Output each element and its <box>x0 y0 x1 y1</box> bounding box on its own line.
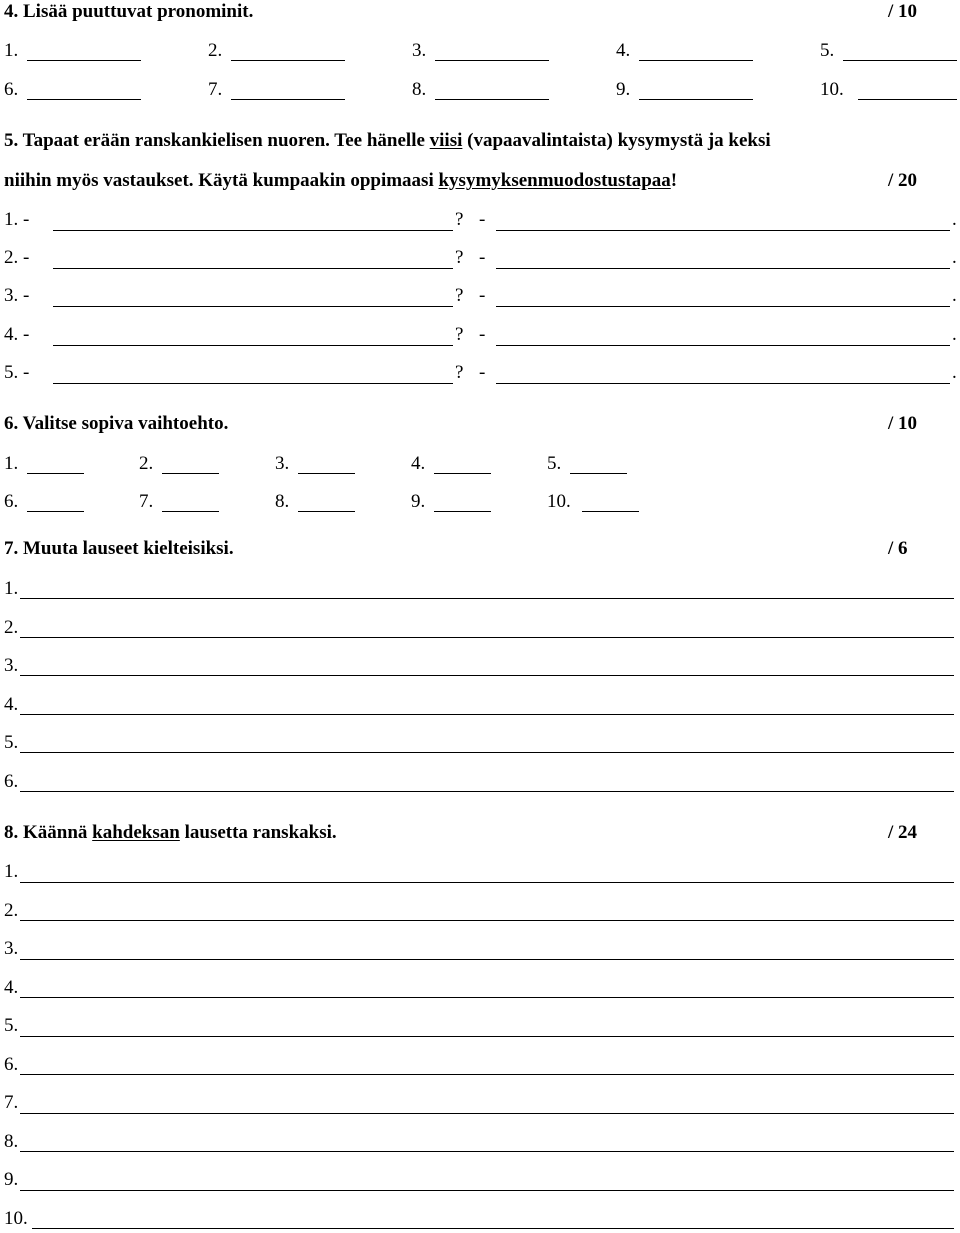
answer-line[interactable] <box>435 60 549 61</box>
answer-line[interactable] <box>858 99 957 100</box>
answer-line[interactable] <box>639 99 753 100</box>
answer-line[interactable] <box>20 1113 954 1114</box>
answer-line[interactable] <box>582 511 639 512</box>
question-mark: ? <box>455 247 464 268</box>
blank-label: 9. <box>616 79 631 100</box>
section-5-instruction-line-2 <box>4 171 677 190</box>
item-number: 3. <box>4 938 19 959</box>
question-mark: ? <box>455 285 464 306</box>
answer-line[interactable] <box>27 99 141 100</box>
blank-label: 2. <box>208 40 223 61</box>
item-number: 9. <box>4 1169 19 1190</box>
blank-label: 3. <box>412 40 427 61</box>
period: . <box>952 209 957 230</box>
blank-label: 10. <box>820 79 844 100</box>
question-line[interactable] <box>53 230 453 231</box>
blank-label: 2. <box>139 453 154 474</box>
heading-text: lausetta ranskaksi. <box>179 822 337 843</box>
answer-line[interactable] <box>20 752 954 753</box>
answer-line[interactable] <box>20 997 954 998</box>
blank-label: 9. <box>411 491 426 512</box>
answer-line[interactable] <box>27 511 84 512</box>
section-4-heading: 4. Lisää puuttuvat pronominit. <box>4 1 254 22</box>
item-number: 1. <box>4 861 19 882</box>
question-line[interactable] <box>53 345 453 346</box>
period: . <box>952 324 957 345</box>
answer-line[interactable] <box>20 1074 954 1075</box>
question-mark: ? <box>455 324 464 345</box>
answer-line[interactable] <box>496 383 950 384</box>
blank-label: 10. <box>547 491 571 512</box>
item-number: 8. <box>4 1131 19 1152</box>
item-number: 6. <box>4 771 19 792</box>
instruction-text: niihin myös vastaukset. Käytä kumpaakin oppimaasi <box>4 170 439 191</box>
item-number: 4. <box>4 977 19 998</box>
section-8-heading <box>4 823 337 842</box>
item-number: 3. - <box>4 285 30 306</box>
item-number: 2. <box>4 617 19 638</box>
section-6-heading: 6. Valitse sopiva vaihtoehto. <box>4 413 229 434</box>
item-number: 6. <box>4 1054 19 1075</box>
answer-line[interactable] <box>843 60 957 61</box>
item-number: 4. <box>4 694 19 715</box>
answer-dash: - <box>479 324 486 345</box>
answer-line[interactable] <box>20 959 954 960</box>
section-7-heading: 7. Muuta lauseet kielteisiksi. <box>4 538 234 559</box>
answer-dash: - <box>479 285 486 306</box>
answer-dash: - <box>479 209 486 230</box>
answer-line[interactable] <box>32 1228 954 1229</box>
blank-label: 8. <box>412 79 427 100</box>
blank-label: 1. <box>4 453 19 474</box>
answer-line[interactable] <box>639 60 753 61</box>
answer-line[interactable] <box>496 230 950 231</box>
answer-line[interactable] <box>162 511 219 512</box>
answer-line[interactable] <box>162 473 219 474</box>
answer-line[interactable] <box>570 473 627 474</box>
section-5-instruction-line-1 <box>4 131 771 150</box>
blank-label: 3. <box>275 453 290 474</box>
section-8-points: / 24 <box>888 822 918 843</box>
question-mark: ? <box>455 209 464 230</box>
item-number: 2. <box>4 900 19 921</box>
emphasis-text: kysymyksenmuodostustapaa <box>438 170 671 191</box>
answer-line[interactable] <box>27 60 141 61</box>
period: . <box>952 362 957 383</box>
question-line[interactable] <box>53 268 453 269</box>
answer-line[interactable] <box>435 99 549 100</box>
blank-label: 1. <box>4 40 19 61</box>
answer-line[interactable] <box>231 60 345 61</box>
blank-label: 6. <box>4 79 19 100</box>
item-number: 3. <box>4 655 19 676</box>
answer-line[interactable] <box>20 920 954 921</box>
question-line[interactable] <box>53 306 453 307</box>
emphasis-text: viisi <box>429 130 463 151</box>
answer-line[interactable] <box>20 1190 954 1191</box>
answer-line[interactable] <box>20 637 954 638</box>
period: . <box>952 247 957 268</box>
section-7-points: / 6 <box>888 538 908 559</box>
answer-line[interactable] <box>20 675 954 676</box>
answer-line[interactable] <box>434 511 491 512</box>
blank-label: 5. <box>547 453 562 474</box>
item-number: 4. - <box>4 324 30 345</box>
answer-line[interactable] <box>20 882 954 883</box>
answer-line[interactable] <box>20 791 954 792</box>
heading-text: 8. Käännä <box>4 822 93 843</box>
question-mark: ? <box>455 362 464 383</box>
section-6-points: / 10 <box>888 413 918 434</box>
emphasis-text: kahdeksan <box>92 822 180 843</box>
answer-line[interactable] <box>434 473 491 474</box>
blank-label: 7. <box>139 491 154 512</box>
answer-line[interactable] <box>496 345 950 346</box>
instruction-text: (vapaavalintaista) kysymystä ja keksi <box>462 130 771 151</box>
blank-label: 8. <box>275 491 290 512</box>
instruction-text: 5. Tapaat erään ranskankielisen nuoren. Tee hänelle <box>4 130 430 151</box>
blank-label: 6. <box>4 491 19 512</box>
blank-label: 4. <box>616 40 631 61</box>
answer-line[interactable] <box>298 473 355 474</box>
section-4-points: / 10 <box>888 1 918 22</box>
item-number: 1. <box>4 578 19 599</box>
item-number: 1. - <box>4 209 30 230</box>
answer-line[interactable] <box>20 714 954 715</box>
answer-line[interactable] <box>231 99 345 100</box>
answer-line[interactable] <box>496 268 950 269</box>
instruction-text: ! <box>670 170 678 191</box>
item-number: 2. - <box>4 247 30 268</box>
blank-label: 4. <box>411 453 426 474</box>
answer-line[interactable] <box>27 473 84 474</box>
item-number: 7. <box>4 1092 19 1113</box>
answer-line[interactable] <box>20 598 954 599</box>
answer-line[interactable] <box>496 306 950 307</box>
item-number: 5. <box>4 1015 19 1036</box>
section-5-points: / 20 <box>888 170 918 191</box>
question-line[interactable] <box>53 383 453 384</box>
item-number: 10. <box>4 1208 28 1229</box>
period: . <box>952 285 957 306</box>
answer-dash: - <box>479 362 486 383</box>
blank-label: 7. <box>208 79 223 100</box>
answer-line[interactable] <box>20 1151 954 1152</box>
blank-label: 5. <box>820 40 835 61</box>
answer-line[interactable] <box>20 1036 954 1037</box>
item-number: 5. - <box>4 362 30 383</box>
answer-dash: - <box>479 247 486 268</box>
item-number: 5. <box>4 732 19 753</box>
answer-line[interactable] <box>298 511 355 512</box>
